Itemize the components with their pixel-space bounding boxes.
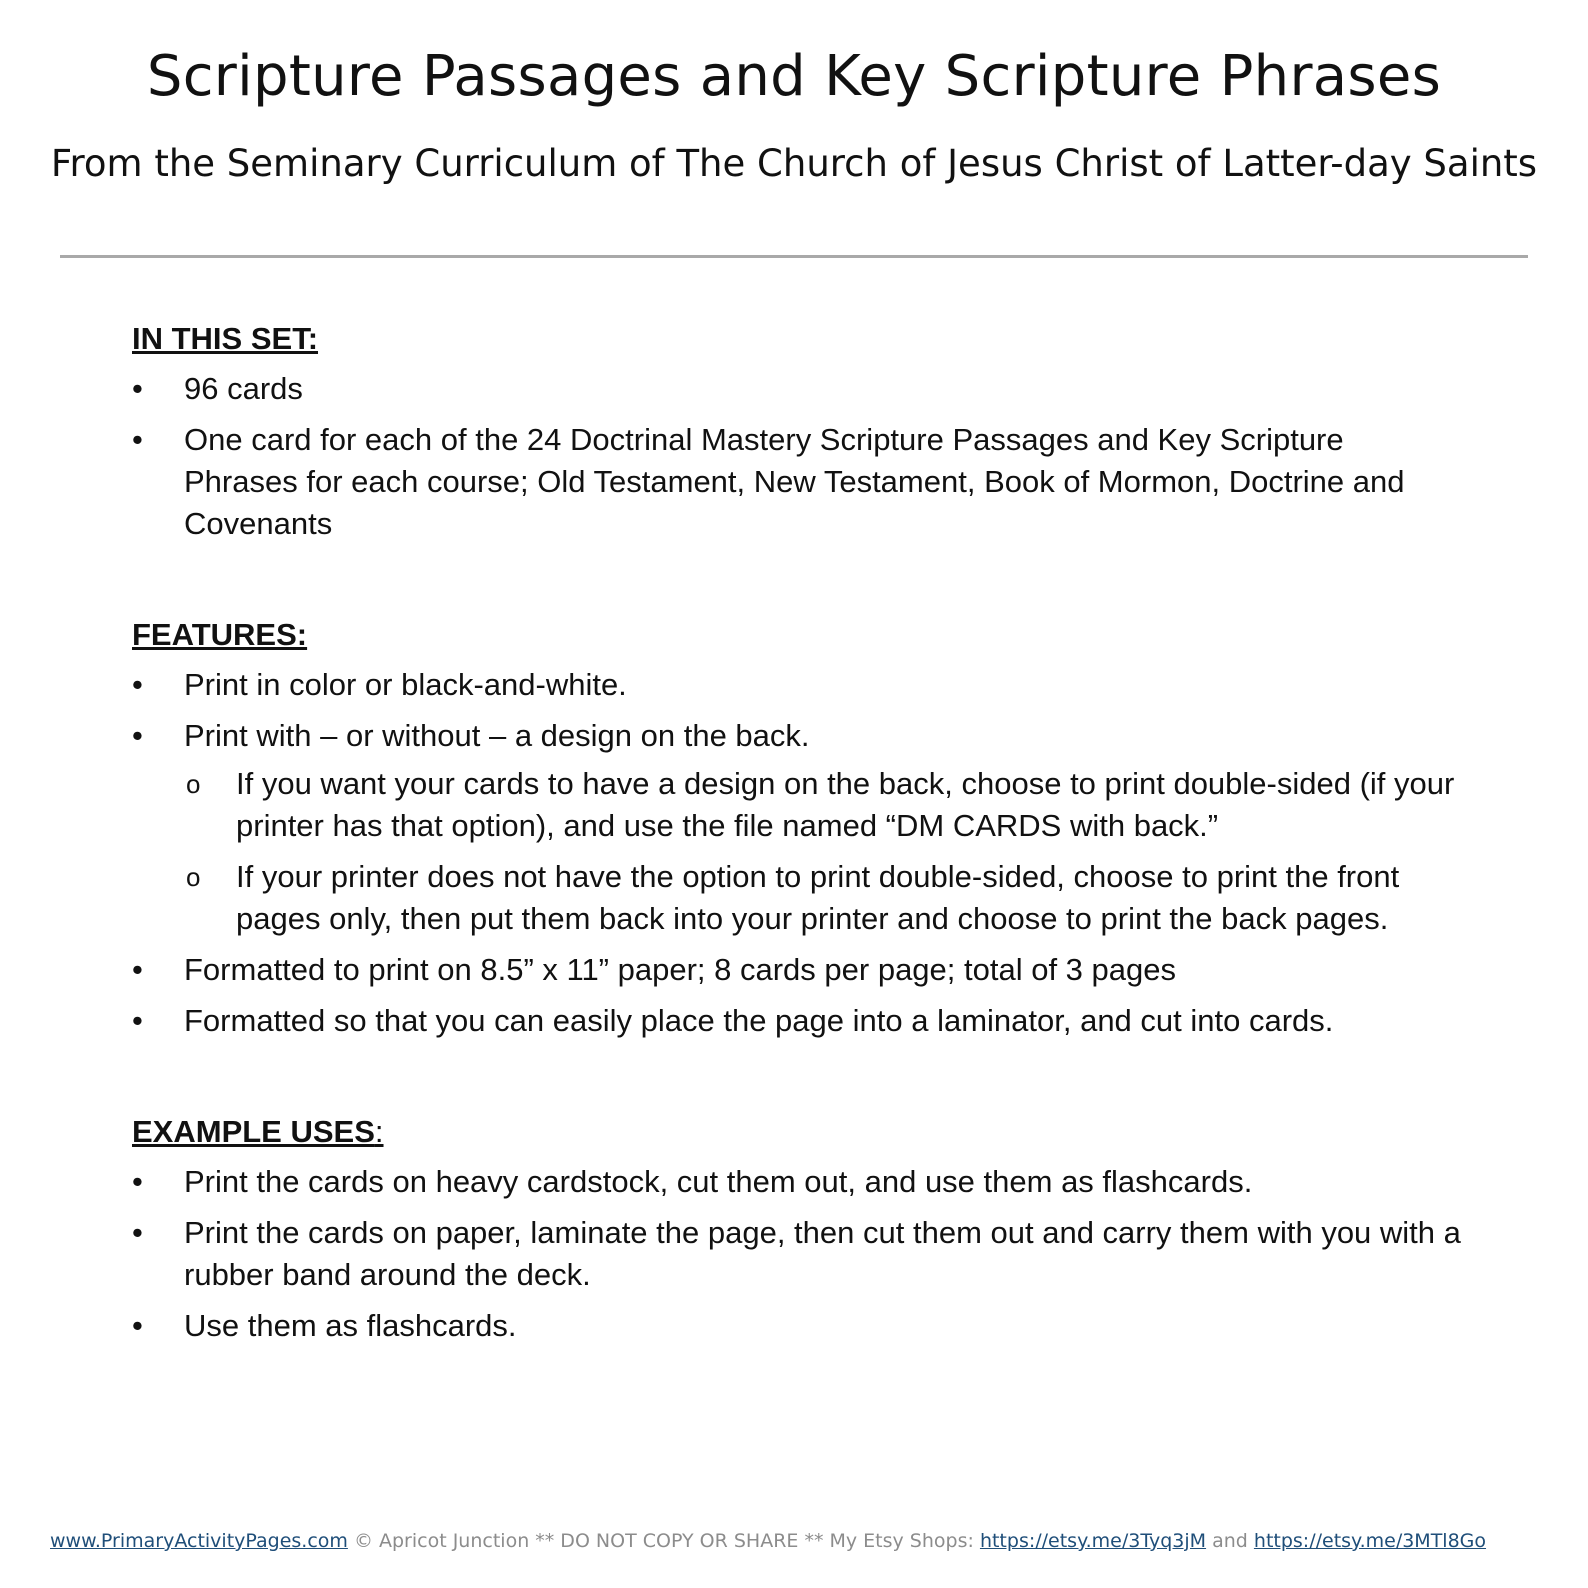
bullet-icon: •: [132, 422, 143, 457]
bullet-icon: •: [132, 1164, 143, 1199]
heading-colon: :: [374, 1114, 384, 1149]
page-subtitle: From the Seminary Curriculum of The Church of Jesus Christ of Latter-day Saints: [50, 142, 1538, 185]
sub-list-item: [184, 763, 1462, 847]
example-uses-list: [132, 1161, 1462, 1347]
section-heading-in-this-set: IN THIS SET:: [132, 321, 319, 356]
list-item-text: Print the cards on paper, laminate the page, then cut them out and carry them with you with a rubber band around the deck.: [184, 1215, 1461, 1292]
copyright-text: © Apricot Junction ** DO NOT COPY OR SHARE ** My Etsy Shops:: [353, 1530, 974, 1552]
sub-list-item-text: If you want your cards to have a design on the back, choose to print double-sided (if your printer has that option), and use the file named “DM CARDS with back.”: [236, 766, 1455, 843]
list-item: [132, 419, 1462, 545]
section-heading-example-uses: [132, 1111, 1462, 1153]
list-item-text: Use them as flashcards.: [184, 1308, 517, 1343]
list-item: [132, 949, 1462, 991]
and-text: and: [1212, 1530, 1248, 1552]
section-heading-text: EXAMPLE USES: [132, 1114, 375, 1149]
sub-list-item: [184, 856, 1462, 940]
list-item-text: Print the cards on heavy cardstock, cut them out, and use them as flashcards.: [184, 1164, 1253, 1199]
list-item-text: Formatted to print on 8.5” x 11” paper; 8 cards per page; total of 3 pages: [184, 952, 1176, 987]
list-item: [132, 1212, 1462, 1296]
bullet-icon: •: [132, 667, 143, 702]
features-list: [132, 664, 1462, 1042]
bullet-icon: •: [132, 1003, 143, 1038]
bullet-icon: •: [132, 1215, 143, 1250]
in-this-set-list: [132, 368, 1462, 545]
main-content: [132, 318, 1462, 1356]
list-item-text: 96 cards: [184, 371, 303, 406]
bullet-icon: •: [132, 371, 143, 406]
list-item: [132, 664, 1462, 706]
bullet-icon: •: [132, 1308, 143, 1343]
list-item-text: Print with – or without – a design on the back.: [184, 718, 810, 753]
site-link[interactable]: www.PrimaryActivityPages.com: [50, 1530, 348, 1552]
list-item-text: Print in color or black-and-white.: [184, 667, 627, 702]
section-spacer: [132, 554, 1462, 614]
list-item: [132, 368, 1462, 410]
list-item: [132, 1000, 1462, 1042]
list-item: [132, 1305, 1462, 1347]
section-features: [132, 614, 1462, 1042]
features-sublist: [184, 763, 1462, 940]
list-item-text: One card for each of the 24 Doctrinal Mastery Scripture Passages and Key Scripture Phrases for each course; Old Testament, New Testament, Book of Mormon, Doctrine and Covenants: [184, 422, 1405, 541]
sub-bullet-icon: o: [186, 862, 201, 892]
bullet-icon: •: [132, 718, 143, 753]
sub-bullet-icon: o: [186, 769, 201, 799]
sub-list-item-text: If your printer does not have the option to print double-sided, choose to print the front pages only, then put them back into your printer and choose to print the back pages.: [236, 859, 1400, 936]
list-item: [132, 715, 1462, 940]
list-item-text: Formatted so that you can easily place the page into a laminator, and cut into cards.: [184, 1003, 1334, 1038]
bullet-icon: •: [132, 952, 143, 987]
page-footer: [50, 1530, 1486, 1552]
section-in-this-set: [132, 318, 1462, 545]
section-example-uses: [132, 1111, 1462, 1347]
section-spacer: [132, 1051, 1462, 1111]
etsy-link-1[interactable]: https://etsy.me/3Tyq3jM: [979, 1530, 1207, 1552]
etsy-link-2[interactable]: https://etsy.me/3MTl8Go: [1253, 1530, 1487, 1552]
section-heading-features: FEATURES:: [132, 617, 308, 652]
header-divider: [60, 255, 1528, 258]
page-title: Scripture Passages and Key Scripture Phrases: [146, 44, 1442, 109]
list-item: [132, 1161, 1462, 1203]
